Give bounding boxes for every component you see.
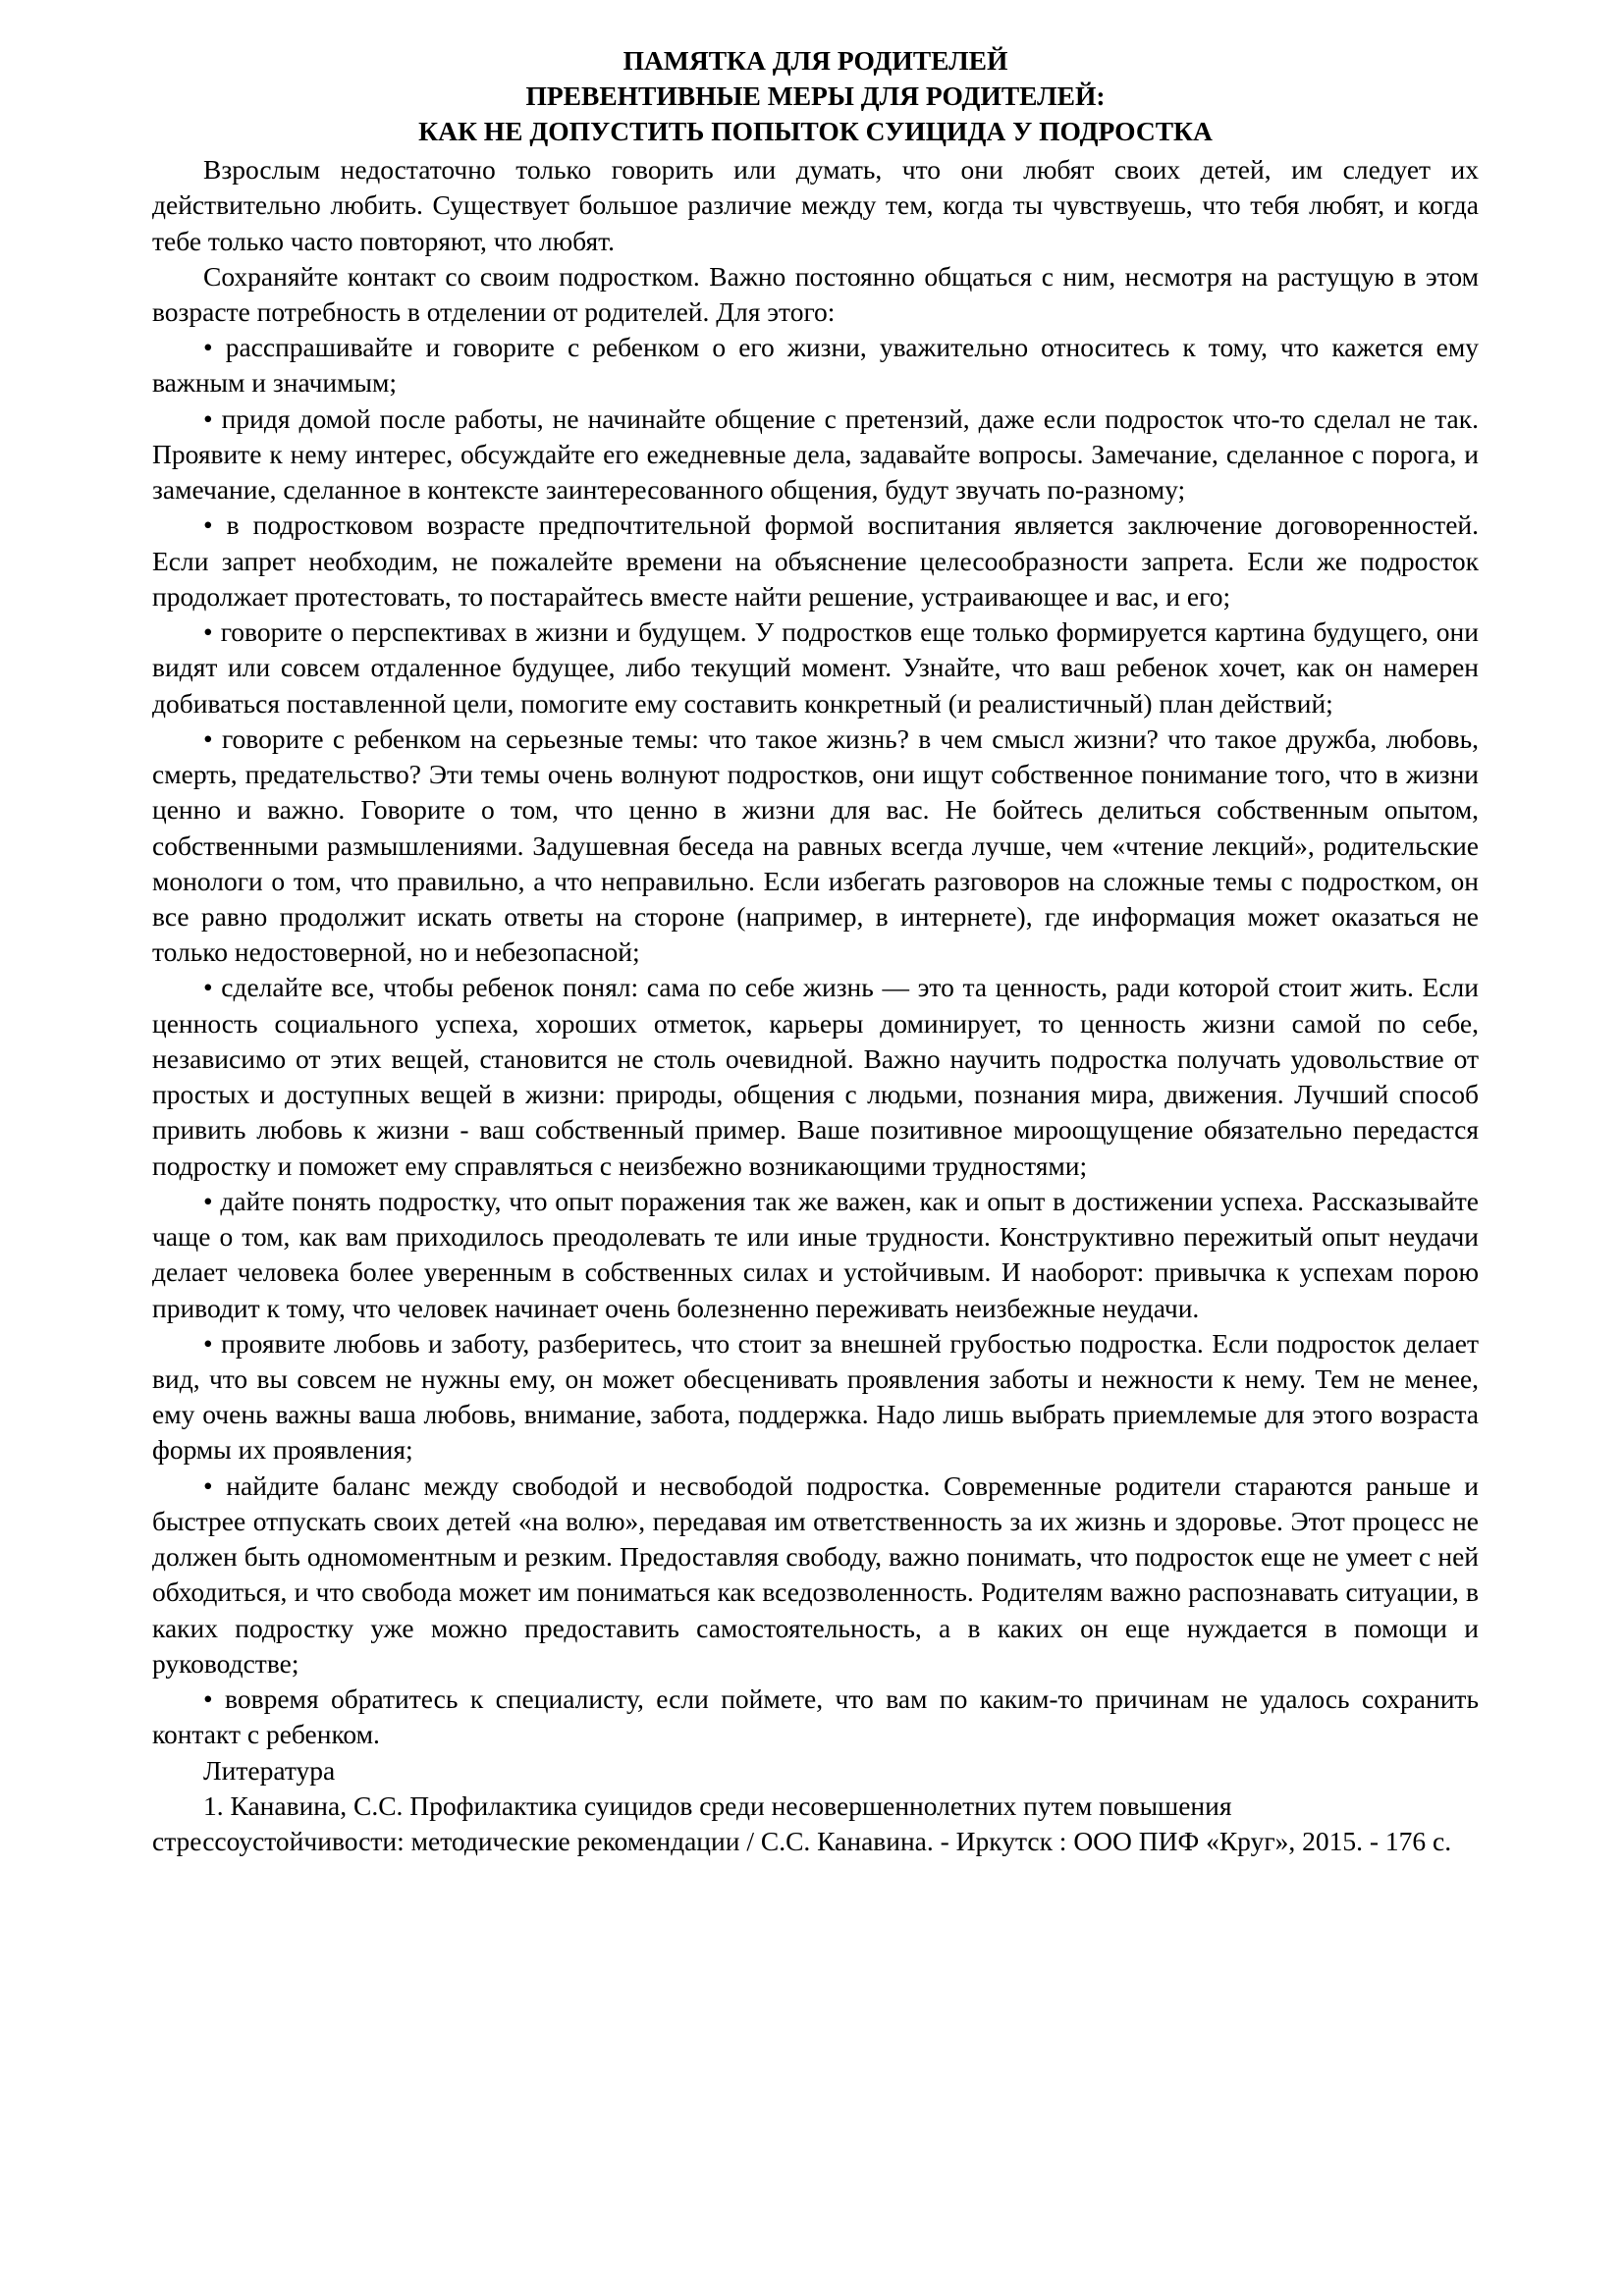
- bullet-item-3: • в подростковом возрасте предпочтительной формой воспитания является заключение договоренностей. Если запрет необходим, не пожалейте времени на объяснение целесообразности запрета. Если же подросток продолжает протестовать, то постарайтесь вместе найти решение, устраивающее и вас, и его;: [152, 509, 1479, 612]
- bullet-item-10: • вовремя обратитесь к специалисту, если поймете, что вам по каким-то причинам не удалось сохранить контакт с ребенком.: [152, 1683, 1479, 1750]
- paragraph-intro-1: Взрослым недостаточно только говорить или думать, что они любят своих детей, им следует их действительно любить. Существует большое различие между тем, когда ты чувствуешь, что тебя любят, и когда тебе только часто повторяют, что любят.: [152, 154, 1479, 256]
- bullet-item-1: • расспрашивайте и говорите с ребенком о его жизни, уважительно относитесь к тому, что кажется ему важным и значимым;: [152, 332, 1479, 399]
- title-line-2: ПРЕВЕНТИВНЫЕ МЕРЫ ДЛЯ РОДИТЕЛЕЙ:: [525, 80, 1106, 112]
- page-title: [152, 43, 1479, 149]
- bullet-item-2: • придя домой после работы, не начинайте общение с претензий, даже если подросток что-то сделал не так. Проявите к нему интерес, обсуждайте его ежедневные дела, задавайте вопросы. Замечание, сделанное с порога, и замечание, сделанное в контексте заинтересованного общения, будут звучать по-разному;: [152, 402, 1479, 506]
- title-line-1: ПАМЯТКА ДЛЯ РОДИТЕЛЕЙ: [623, 45, 1008, 76]
- bullet-item-8: • проявите любовь и заботу, разберитесь, что стоит за внешней грубостью подростка. Если подросток делает вид, что вы совсем не нужны ему, он может обесценивать проявления заботы и нежности к нему. Тем не менее, ему очень важны ваша любовь, внимание, забота, поддержка. Надо лишь выбрать приемлемые для этого возраста формы их проявления;: [152, 1327, 1479, 1466]
- bullet-item-6: • сделайте все, чтобы ребенок понял: сама по себе жизнь — это та ценность, ради которой стоит жить. Если ценность социального успеха, хороших отметок, карьеры доминирует, то ценность жизни самой по себе, независимо от этих вещей, становится не столь очевидной. Важно научить подростка получать удовольствие от простых и доступных вещей в жизни: природы, общения с людьми, познания мира, движения. Лучший способ привить любовь к жизни - ваш собственный пример. Ваше позитивное мироощущение обязательно передастся подростку и поможет ему справляться с неизбежно возникающими трудностями;: [152, 972, 1479, 1181]
- bullet-item-7: • дайте понять подростку, что опыт поражения так же важен, как и опыт в достижении успеха. Рассказывайте чаще о том, как вам приходилось преодолевать те или иные трудности. Конструктивно пережитый опыт неудачи делает человека более уверенным в собственных силах и устойчивым. И наоборот: привычка к успехам порою приводит к тому, что человек начинает очень болезненно переживать неизбежные неудачи.: [152, 1185, 1479, 1323]
- bullet-item-4: • говорите о перспективах в жизни и будущем. У подростков еще только формируется картина будущего, они видят или совсем отдаленное будущее, либо текущий момент. Узнайте, что ваш ребенок хочет, как он намерен добиваться поставленной цели, помогите ему составить конкретный (и реалистичный) план действий;: [152, 616, 1479, 719]
- bullet-item-9: • найдите баланс между свободой и несвободой подростка. Современные родители стараются раньше и быстрее отпускать своих детей «на волю», передавая им ответственность за их жизнь и здоровье. Этот процесс не должен быть одномоментным и резким. Предоставляя свободу, важно понимать, что подросток еще не умеет с ней обходиться, и что свобода может им пониматься как вседозволенность. Родителям важно распознавать ситуации, в каких подростку уже можно предоставить самостоятельность, а в каких он еще нуждается в помощи и руководстве;: [152, 1469, 1479, 1679]
- document-body: [152, 152, 1479, 1859]
- bullet-item-5: • говорите с ребенком на серьезные темы: что такое жизнь? в чем смысл жизни? что такое дружба, любовь, смерть, предательство? Эти темы очень волнуют подростков, они ищут собственное понимание того, что в жизни ценно и важно. Говорите о том, что ценно в жизни для вас. Не бойтесь делиться собственным опытом, собственными размышлениями. Задушевная беседа на равных всегда лучше, чем «чтение лекций», родительские монологи о том, что правильно, а что неправильно. Если избегать разговоров на сложные темы с подростком, он все равно продолжит искать ответы на стороне (например, в интернете), где информация может оказаться не только недостоверной, но и небезопасной;: [152, 722, 1479, 968]
- paragraph-intro-2: Сохраняйте контакт со своим подростком. Важно постоянно общаться с ним, несмотря на растущую в этом возрасте потребность в отделении от родителей. Для этого:: [152, 260, 1479, 327]
- references-heading: Литература: [203, 1754, 336, 1786]
- reference-item-1: 1. Канавина, С.С. Профилактика суицидов среди несовершеннолетних путем повышения стрессоустойчивости: методические рекомендации / С.С. Канавина. - Иркутск : ООО ПИФ «Круг», 2015. - 176 с.: [152, 1789, 1452, 1857]
- title-line-3: КАК НЕ ДОПУСТИТЬ ПОПЫТОК СУИЦИДА У ПОДРОСТКА: [418, 116, 1213, 147]
